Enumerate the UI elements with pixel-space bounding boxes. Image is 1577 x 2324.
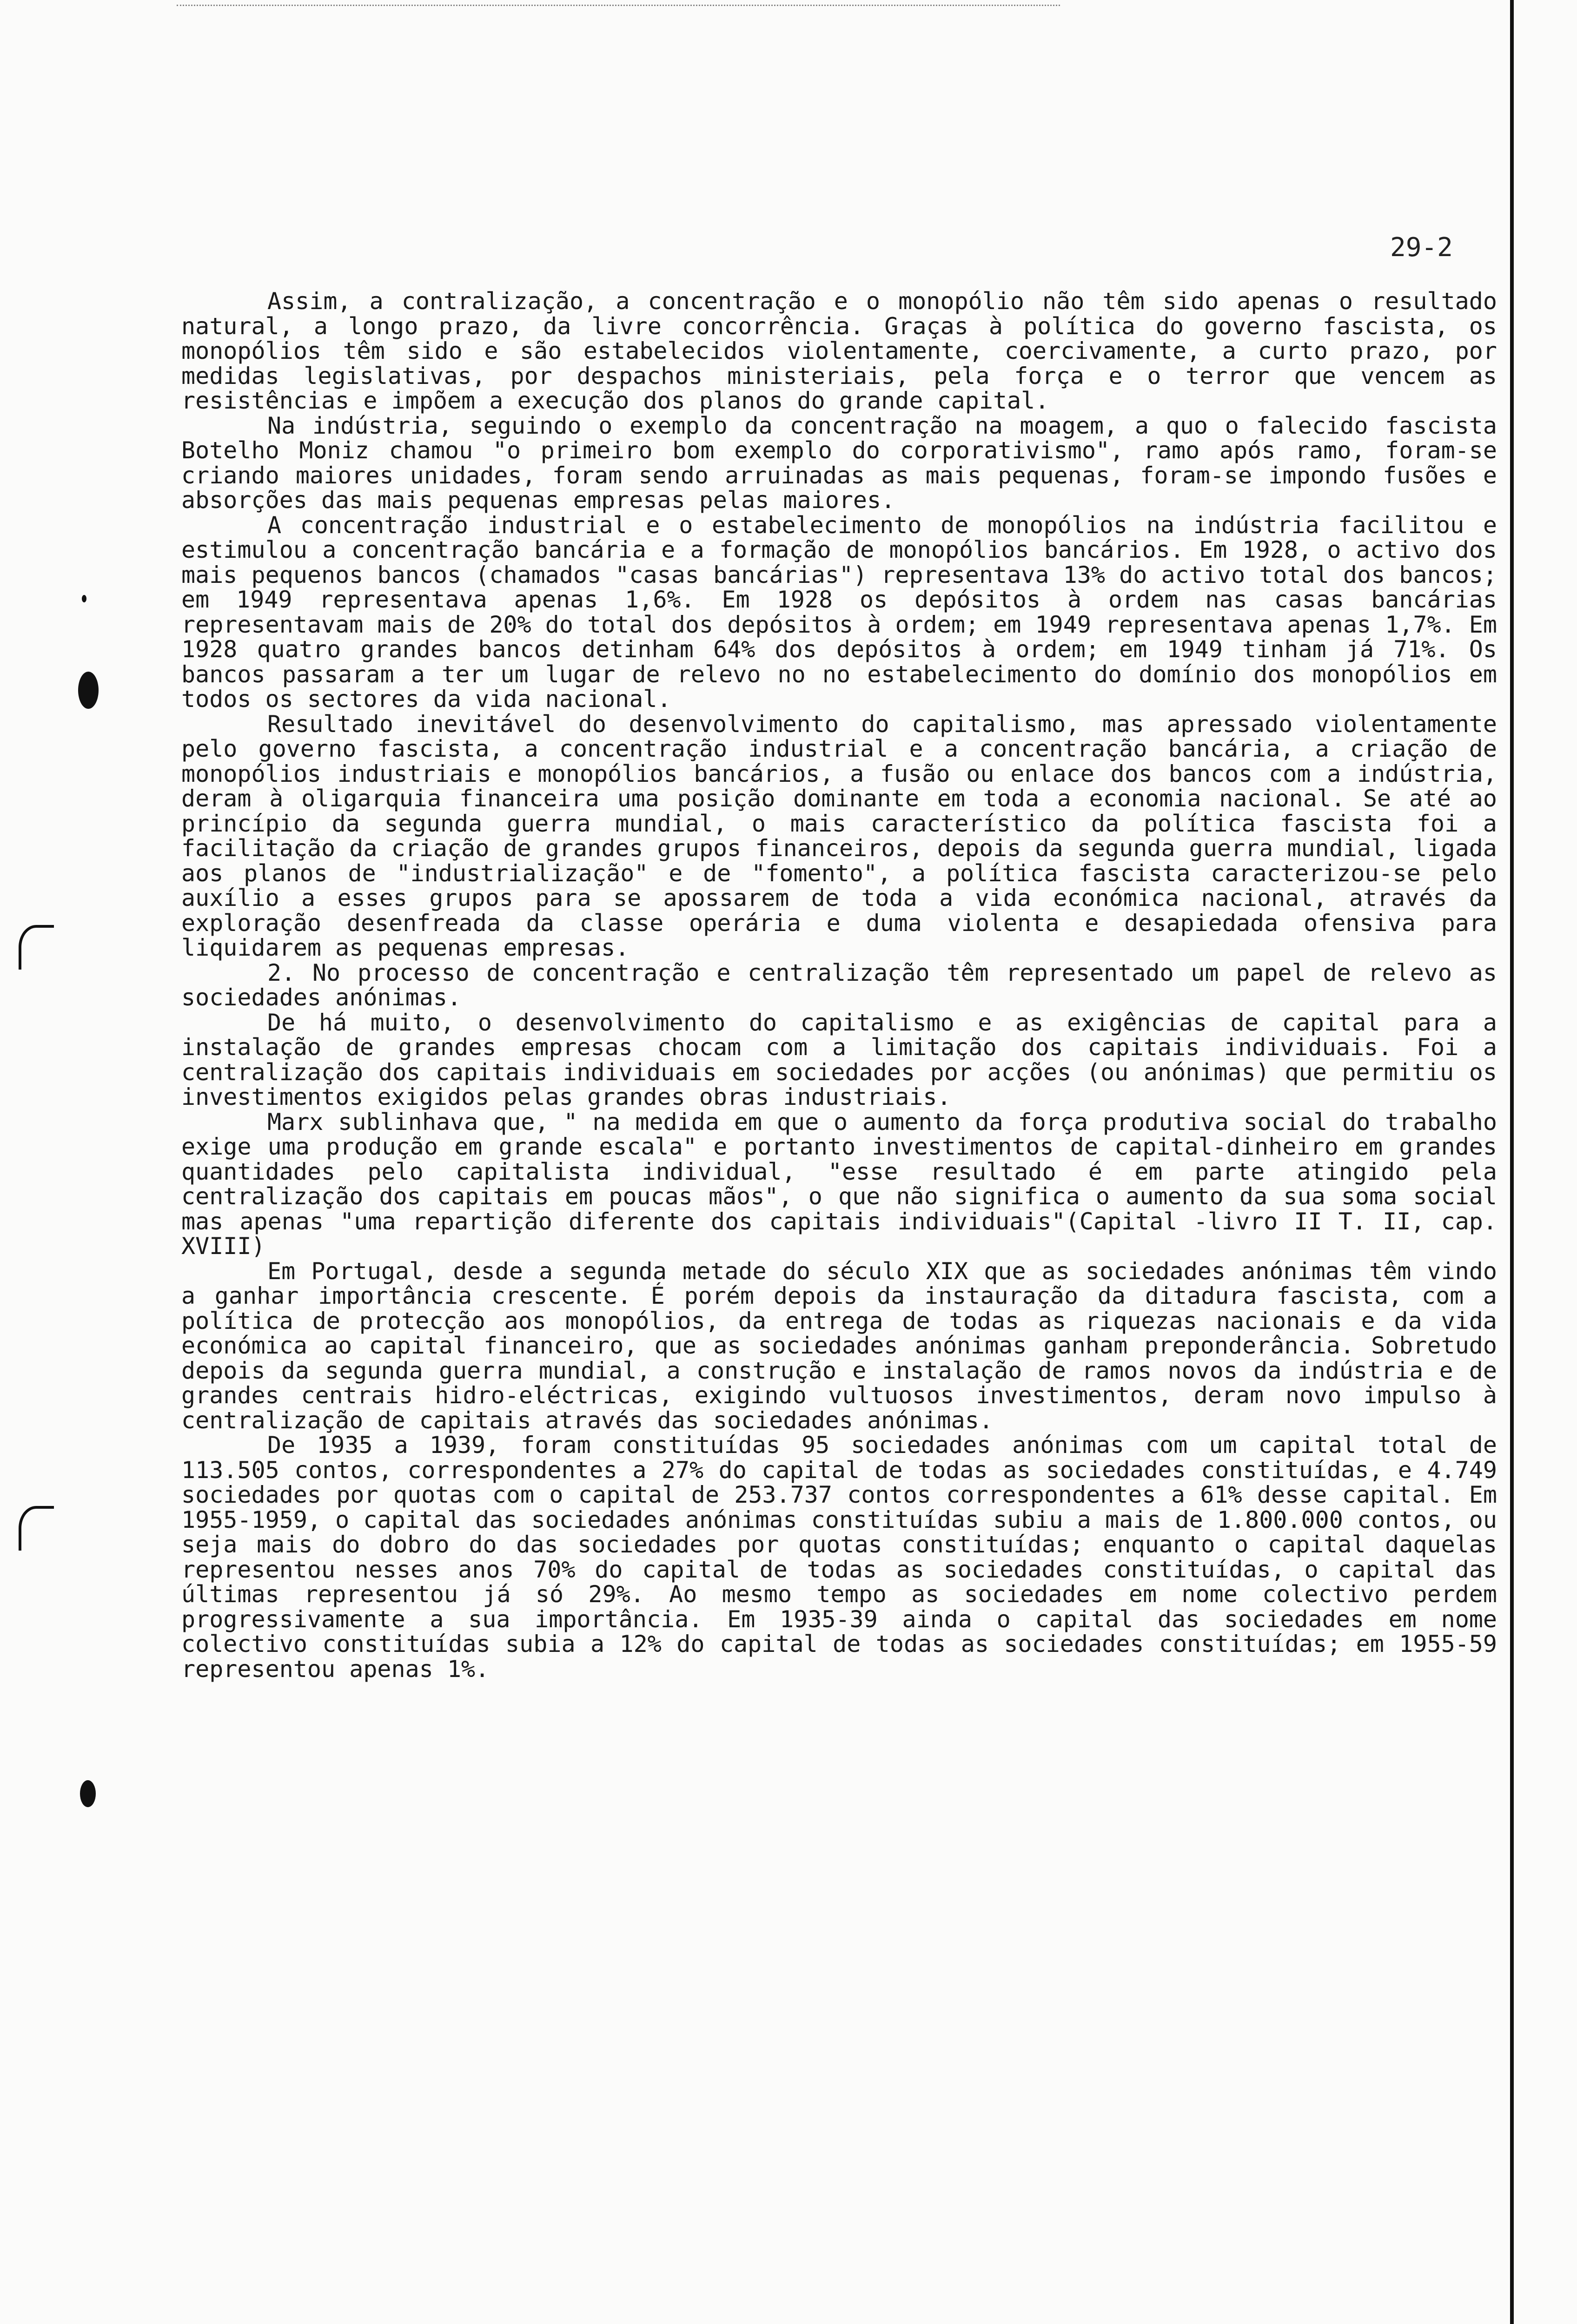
paragraph: Na indústria, seguindo o exemplo da concentração na moagem, a quo o falecido fascista Botelho Moniz chamou "o primeiro bom exemplo do corporativismo", ramo após ramo, foram-se criando maiores unidades, foram sendo arruinadas as mais pequenas, foram-se impondo fusões e absorções das mais pequenas empresas pelas maiores. bbox=[181, 412, 1497, 514]
paragraph: A concentração industrial e o estabelecimento de monopólios na indústria facilitou e estimulou a concentração bancária e a formação de monopólios bancários. Em 1928, o activo dos mais pequenos bancos (chamados "casas bancárias") representava 13% do activo total dos bancos; em 1949 representava apenas 1,6%. Em 1928 os depósitos à ordem nas casas bancárias representavam mais de 20% do total dos depósitos à ordem; em 1949 representava apenas 1,7%. Em 1928 quatro grandes bancos detinham 64% dos depósitos à ordem; em 1949 tinham já 71%. Os bancos passaram a ter um lugar de relevo no no estabelecimento do domínio dos monopólios em todos os sectores da vida nacional. bbox=[181, 511, 1497, 713]
paragraph: De há muito, o desenvolvimento do capitalismo e as exigências de capital para a instalação de grandes empresas chocam com a limitação dos capitais individuais. Foi a centralização dos capitais individuais em sociedades por acções (ou anónimas) que permitiu os investimentos exigidos pelas grandes obras industriais. bbox=[181, 1009, 1497, 1110]
paragraph: 2. No processo de concentração e centralização têm representado um papel de relevo as sociedades anónimas. bbox=[181, 959, 1497, 1011]
page-right-edge-line bbox=[1510, 0, 1514, 2324]
paragraph: Assim, a contralização, a concentração e o monopólio não têm sido apenas o resultado natural, a longo prazo, da livre concorrência. Graças à política do governo fascista, os monopólios têm sido e são estabelecidos violentamente, coercivamente, a curto prazo, por medidas legislativas, por despachos ministeriais, pela força e o terror que vencem as resistências e impõem a execução dos planos do grande capital. bbox=[181, 288, 1497, 414]
paragraph: Resultado inevitável do desenvolvimento do capitalismo, mas apressado violentamente pelo governo fascista, a concentração industrial e a concentração bancária, a criação de monopólios industriais e monopólios bancários, a fusão ou enlace dos bancos com a indústria, deram à oligarquia financeira uma posição dominante em toda a economia nacional. Se até ao princípio da segunda guerra mundial, o mais característico da política fascista foi a facilitação da criação de grandes grupos financeiros, depois da segunda guerra mundial, ligada aos planos de "industrialização" e de "fomento", a política fascista caracterizou-se pelo auxílio a esses grupos para se apossarem de toda a vida económica nacional, através da exploração desenfreada da classe operária e duma violenta e desapiedada ofensiva para liquidarem as pequenas empresas. bbox=[181, 710, 1497, 961]
binding-hole-mark bbox=[19, 925, 54, 970]
ink-dot-mark bbox=[82, 595, 86, 602]
paragraph: Em Portugal, desde a segunda metade do século XIX que as sociedades anónimas têm vindo a ganhar importância crescente. É porém depois da instauração da ditadura fascista, com a política de protecção aos monopólios, da entrega de todas as riquezas nacionais e da vida económica ao capital financeiro, que as sociedades anónimas ganham preponderância. Sobretudo depois da segunda guerra mundial, a construção e instalação de ramos novos da indústria e de grandes centrais hidro-eléctricas, exigindo vultuosos investimentos, deram novo impulso à centralização de capitais através das sociedades anónimas. bbox=[181, 1257, 1497, 1434]
typewritten-body bbox=[181, 289, 1497, 1682]
ink-blot-mark bbox=[78, 672, 99, 709]
paragraph: De 1935 a 1939, foram constituídas 95 sociedades anónimas com um capital total de 113.505 contos, correspondentes a 27% do capital de todas as sociedades constituídas, e 4.749 sociedades por quotas com o capital de 253.737 contos correspondentes a 61% desse capital. Em 1955-1959, o capital das sociedades anónimas constituídas subiu a mais de 1.800.000 contos, ou seja mais do dobro do das sociedades por quotas constituídas; enquanto o capital daquelas representou nesses anos 70% do capital de todas as sociedades constituídas, o capital das últimas representou já só 29%. Ao mesmo tempo as sociedades em nome colectivo perdem progressivamente a sua importância. Em 1935-39 ainda o capital das sociedades em nome colectivo constituídas subia a 12% do capital de todas as sociedades constituídas; em 1955-59 representou apenas 1%. bbox=[181, 1432, 1497, 1683]
top-edge-smudge bbox=[177, 5, 1060, 9]
paragraph: Marx sublinhava que, " na medida em que o aumento da força produtiva social do trabalho exige uma produção em grande escala" e portanto investimentos de capital-dinheiro em grandes quantidades pelo capitalista individual, "esse resultado é em parte atingido pela centralização dos capitais em poucas mãos", o que não significa o aumento da sua soma social mas apenas "uma repartição diferente dos capitais individuais"(Capital -livro II T. II, cap. XVIII) bbox=[181, 1108, 1497, 1260]
ink-blot-mark bbox=[80, 1780, 96, 1807]
page-number: 29-2 bbox=[1390, 232, 1453, 263]
binding-hole-mark bbox=[19, 1506, 54, 1551]
